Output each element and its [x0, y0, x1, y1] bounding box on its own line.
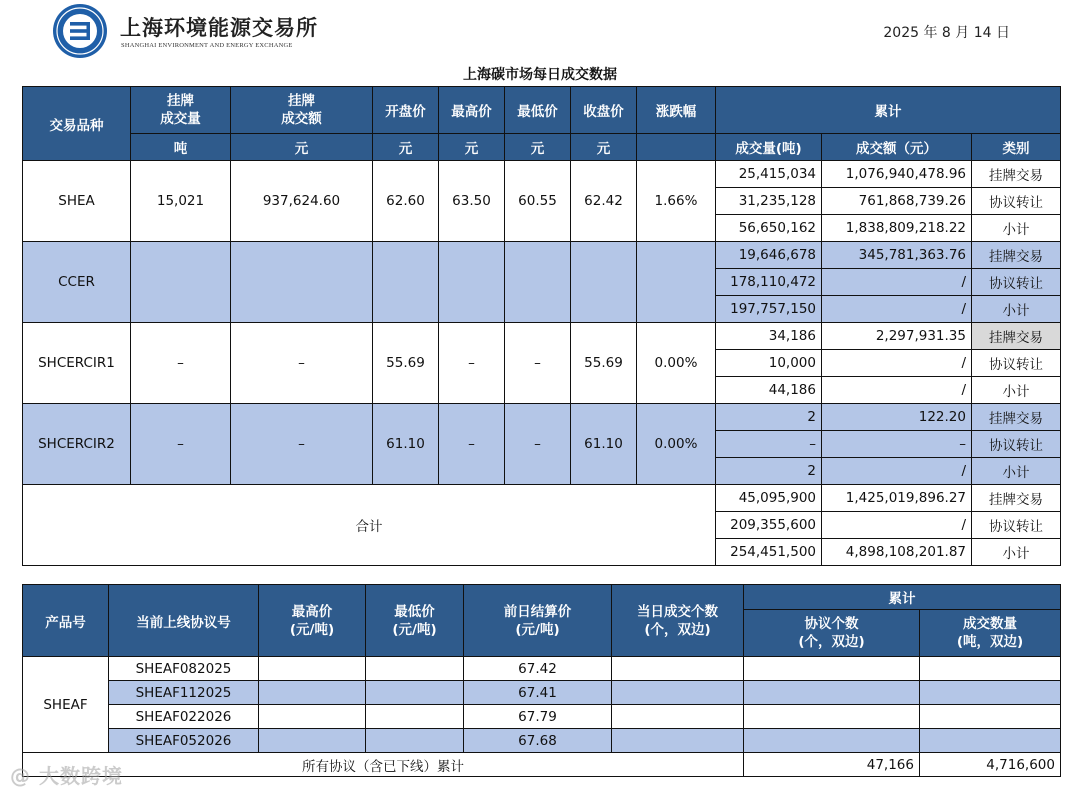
cum-amount: 345,781,363.76: [822, 242, 972, 269]
high-price: [259, 705, 366, 729]
report-date: 2025 年 8 月 14 日: [883, 25, 1010, 41]
footer-label: 所有协议（含已下线）累计: [23, 753, 744, 777]
cum-volume: 2: [716, 458, 822, 485]
high-price: [259, 681, 366, 705]
category: 协议转让: [972, 431, 1061, 458]
header-cum-count: 协议个数 (个，双边): [744, 610, 920, 657]
open-price: 62.60: [373, 161, 439, 242]
header-low: 最低价 (元/吨): [366, 585, 464, 657]
open-price: 61.10: [373, 404, 439, 485]
contract-code: SHEAF052026: [109, 729, 259, 753]
table-row: [23, 323, 1061, 350]
report-title: 上海碳市场每日成交数据: [463, 67, 617, 83]
open-price: [373, 242, 439, 323]
cum-amount: 761,868,739.26: [822, 188, 972, 215]
cum-amount: /: [822, 296, 972, 323]
header-cumulative: 累计: [716, 87, 1061, 134]
unit-yuan: 元: [439, 134, 505, 161]
high-price: –: [439, 323, 505, 404]
cum-qty: [920, 705, 1061, 729]
cum-volume: 10,000: [716, 350, 822, 377]
cum-volume: 45,095,900: [716, 485, 822, 512]
header-category: 类别: [972, 134, 1061, 161]
header-cumulative: 累计: [744, 585, 1061, 610]
header-cum-amount: 成交额（元）: [822, 134, 972, 161]
cum-amount: 1,838,809,218.22: [822, 215, 972, 242]
cum-count: [744, 681, 920, 705]
low-price: [366, 657, 464, 681]
cum-qty: [920, 657, 1061, 681]
daily-count: [612, 705, 744, 729]
cum-volume: –: [716, 431, 822, 458]
cum-volume: 178,110,472: [716, 269, 822, 296]
cum-volume: 197,757,150: [716, 296, 822, 323]
listed-amount: –: [231, 323, 373, 404]
low-price: 60.55: [505, 161, 571, 242]
org-name-en: SHANGHAI ENVIRONMENT AND ENERGY EXCHANGE: [121, 42, 293, 49]
price-change: 0.00%: [637, 404, 716, 485]
header-listed-volume: 挂牌 成交量: [131, 87, 231, 134]
cum-qty: [920, 729, 1061, 753]
header-settle: 前日结算价 (元/吨): [464, 585, 612, 657]
product-code: SHEAF: [23, 657, 109, 753]
header-product-code: 产品号: [23, 585, 109, 657]
category: 协议转让: [972, 188, 1061, 215]
category: 挂牌交易: [972, 161, 1061, 188]
settle-price: 67.68: [464, 729, 612, 753]
cum-volume: 2: [716, 404, 822, 431]
contract-code: SHEAF112025: [109, 681, 259, 705]
cum-volume: 25,415,034: [716, 161, 822, 188]
header-low: 最低价: [505, 87, 571, 134]
low-price: [366, 705, 464, 729]
cum-volume: 56,650,162: [716, 215, 822, 242]
unit-ton: 吨: [131, 134, 231, 161]
cum-amount: 1,076,940,478.96: [822, 161, 972, 188]
cum-volume: 19,646,678: [716, 242, 822, 269]
high-price: [259, 729, 366, 753]
cum-amount: /: [822, 269, 972, 296]
high-price: 63.50: [439, 161, 505, 242]
cum-amount: 1,425,019,896.27: [822, 485, 972, 512]
cum-volume: 209,355,600: [716, 512, 822, 539]
contract-code: SHEAF082025: [109, 657, 259, 681]
unit-yuan: 元: [373, 134, 439, 161]
header-cum-qty: 成交数量 (吨，双边): [920, 610, 1061, 657]
close-price: 55.69: [571, 323, 637, 404]
category: 小计: [972, 377, 1061, 404]
open-price: 55.69: [373, 323, 439, 404]
category: 小计: [972, 458, 1061, 485]
price-change: 0.00%: [637, 323, 716, 404]
close-price: [571, 242, 637, 323]
high-price: [439, 242, 505, 323]
table-row: [23, 657, 1061, 681]
listed-volume: –: [131, 404, 231, 485]
cum-volume: 34,186: [716, 323, 822, 350]
settle-price: 67.42: [464, 657, 612, 681]
cum-count: [744, 705, 920, 729]
unit-yuan: 元: [231, 134, 373, 161]
header-contract: 当前上线协议号: [109, 585, 259, 657]
listed-volume: [131, 242, 231, 323]
listed-volume: 15,021: [131, 161, 231, 242]
futures-table: [22, 584, 1061, 777]
header-product: 交易品种: [23, 87, 131, 161]
category: 挂牌交易: [972, 242, 1061, 269]
unit-empty: [637, 134, 716, 161]
listed-volume: –: [131, 323, 231, 404]
footer-qty: 4,716,600: [920, 753, 1061, 777]
high-price: [259, 657, 366, 681]
cum-count: [744, 657, 920, 681]
org-name-cn: 上海环境能源交易所: [120, 15, 318, 40]
table-row: [23, 242, 1061, 269]
low-price: –: [505, 404, 571, 485]
cum-amount: 2,297,931.35: [822, 323, 972, 350]
category: 小计: [972, 539, 1061, 566]
total-label: 合计: [23, 485, 716, 566]
cum-volume: 31,235,128: [716, 188, 822, 215]
category: 协议转让: [972, 350, 1061, 377]
price-change: [637, 242, 716, 323]
cum-amount: /: [822, 350, 972, 377]
product-name: SHEA: [23, 161, 131, 242]
high-price: –: [439, 404, 505, 485]
product-name: SHCERCIR1: [23, 323, 131, 404]
cum-qty: [920, 681, 1061, 705]
category: 挂牌交易: [972, 485, 1061, 512]
close-price: 61.10: [571, 404, 637, 485]
category: 小计: [972, 215, 1061, 242]
table-row: [23, 485, 1061, 512]
listed-amount: –: [231, 404, 373, 485]
table-row: [23, 681, 1061, 705]
daily-trading-table: [22, 86, 1061, 566]
header-change: 涨跌幅: [637, 87, 716, 134]
daily-count: [612, 729, 744, 753]
watermark: @ 大数跨境: [10, 764, 123, 788]
header-high: 最高价 (元/吨): [259, 585, 366, 657]
table-row: [23, 705, 1061, 729]
daily-count: [612, 681, 744, 705]
unit-yuan: 元: [505, 134, 571, 161]
sheex-logo-icon: [52, 3, 108, 59]
category: 协议转让: [972, 269, 1061, 296]
footer-count: 47,166: [744, 753, 920, 777]
category: 挂牌交易: [972, 404, 1061, 431]
cum-count: [744, 729, 920, 753]
cum-amount: /: [822, 512, 972, 539]
cum-volume: 254,451,500: [716, 539, 822, 566]
unit-yuan: 元: [571, 134, 637, 161]
category: 协议转让: [972, 512, 1061, 539]
header-cum-volume: 成交量(吨): [716, 134, 822, 161]
header-daily-count: 当日成交个数 (个，双边): [612, 585, 744, 657]
listed-amount: 937,624.60: [231, 161, 373, 242]
product-name: CCER: [23, 242, 131, 323]
header-close: 收盘价: [571, 87, 637, 134]
header-open: 开盘价: [373, 87, 439, 134]
price-change: 1.66%: [637, 161, 716, 242]
table-footer-row: [23, 753, 1061, 777]
low-price: [366, 729, 464, 753]
contract-code: SHEAF022026: [109, 705, 259, 729]
page-header: [0, 0, 1080, 64]
cum-amount: 122.20: [822, 404, 972, 431]
close-price: 62.42: [571, 161, 637, 242]
cum-amount: /: [822, 458, 972, 485]
category: 小计: [972, 296, 1061, 323]
table-row: [23, 404, 1061, 431]
settle-price: 67.79: [464, 705, 612, 729]
cum-amount: 4,898,108,201.87: [822, 539, 972, 566]
table-row: [23, 729, 1061, 753]
low-price: –: [505, 323, 571, 404]
low-price: [505, 242, 571, 323]
table-row: [23, 161, 1061, 188]
cum-amount: /: [822, 377, 972, 404]
daily-count: [612, 657, 744, 681]
cum-amount: –: [822, 431, 972, 458]
header-listed-amount: 挂牌 成交额: [231, 87, 373, 134]
category: 挂牌交易: [972, 323, 1061, 350]
header-high: 最高价: [439, 87, 505, 134]
cum-volume: 44,186: [716, 377, 822, 404]
settle-price: 67.41: [464, 681, 612, 705]
product-name: SHCERCIR2: [23, 404, 131, 485]
listed-amount: [231, 242, 373, 323]
low-price: [366, 681, 464, 705]
